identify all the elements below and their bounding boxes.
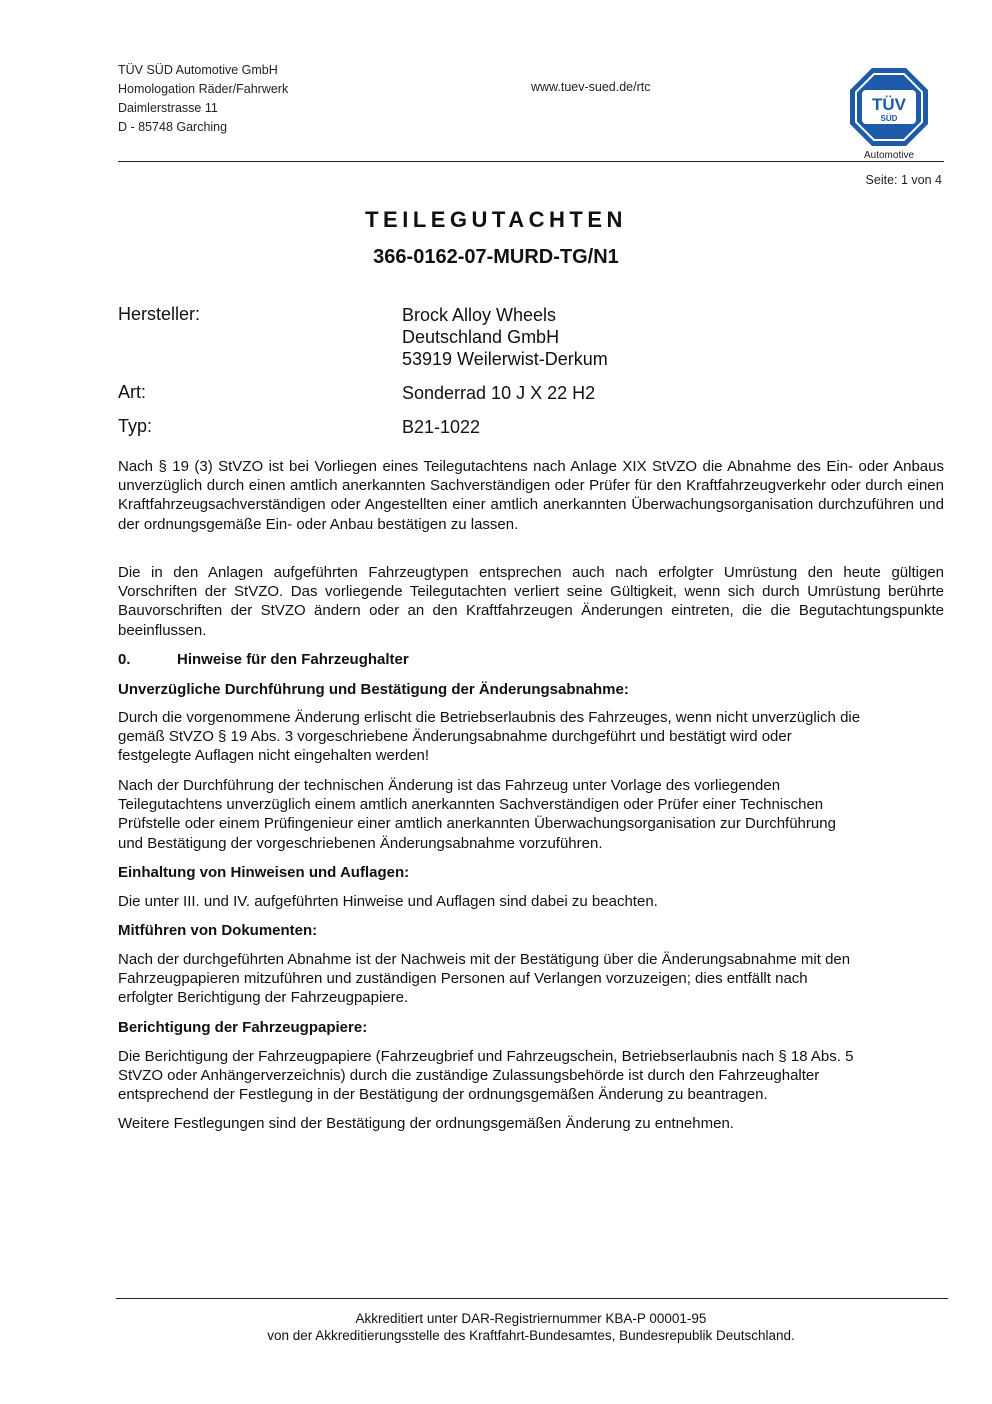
document-number: 366-0162-07-MURD-TG/N1 [373,246,619,268]
text-line: gemäß StVZO § 19 Abs. 3 vorgeschriebene Änderungsabnahme durchgeführt und bestätigt wird oder [118,728,792,746]
text-line: StVZO oder Anhängerverzeichnis) durch die zuständige Zulassungsbehörde ist durch den Fahrzeughalter [118,1067,820,1085]
subheading: Berichtigung der Fahrzeugpapiere: [118,1019,368,1036]
hersteller-value [402,304,608,370]
hersteller-line: 53919 Weilerwist-Derkum [402,349,608,369]
text-line: entsprechend der Festlegung in der Bestätigung der ordnungsgemäßen Änderung zu beantragen. [118,1086,768,1104]
company-name: TÜV SÜD Automotive GmbH [118,63,278,77]
paragraph: Weitere Festlegungen sind der Bestätigung der ordnungsgemäßen Änderung zu entnehmen. [118,1115,734,1132]
text-line: festgelegte Auflagen nicht eingehalten werden! [118,747,430,765]
city: D - 85748 Garching [118,120,228,134]
website-link[interactable]: www.tuev-sued.de/rtc [531,80,651,94]
header-divider [118,161,944,162]
paragraph [118,950,944,1008]
tuv-sud-logo [846,64,932,164]
document-title: TEILEGUTACHTEN [365,207,627,232]
street: Daimlerstrasse 11 [118,101,218,115]
text-line: Nach der durchgeführten Abnahme ist der Nachweis mit der Bestätigung über die Änderungsabnahme mit den [118,951,851,968]
section-heading [118,650,944,669]
intro-paragraph: Die in den Anlagen aufgeführten Fahrzeugtypen entsprechen auch nach erfolgter Umrüstung den heute gültigen Vorschriften der StVZO. Das vorliegende Teilegutachten verliert seine Gültigkeit, wenn sich durch Umrüstung berührte Bauvorschriften der StVZO ändern oder an den Kraftfahrzeugen Änderungen eintreten, die die Begutachtungspunkte beeinflussen. [118,564,944,639]
paragraph: Die unter III. und IV. aufgeführten Hinweise und Auflagen sind dabei zu beachten. [118,893,658,910]
company-address [118,61,288,137]
page-number: Seite: 1 von 4 [865,173,942,187]
logo-caption: Automotive [863,150,915,161]
intro-paragraph: Nach § 19 (3) StVZO ist bei Vorliegen eines Teilegutachtens nach Anlage XIX StVZO die Abnahme des Ein- oder Anbaus unverzüglich durch einen amtlich anerkannten Sachverständigen oder Prüfer für den Kraftfahrzeugverkehr oder durch einen Kraftfahrzeugsachverständigen oder Angestellten einer amtlich anerkannten Überwachungsorganisation durchzuführen und der ordnungsgemäße Ein- oder Anbau bestätigen zu lassen. [118,458,944,533]
logo-text-top: TÜV [872,95,906,114]
logo-text-bottom: SÜD [880,114,898,123]
text-line: Prüfstelle oder einem Prüfingenieur einer amtlich anerkannten Überwachungsorganisation zur Durchführung [118,815,836,833]
paragraph [118,708,944,766]
typ-label: Typ: [118,416,153,436]
art-value: Sonderrad 10 J X 22 H2 [402,383,596,403]
text-line: Durch die vorgenommene Änderung erlischt die Betriebserlaubnis des Fahrzeuges, wenn nicht unverzüglich die [118,709,861,726]
subheading: Mitführen von Dokumenten: [118,922,318,939]
hersteller-line: Brock Alloy Wheels [402,305,557,325]
accreditation-footer [0,1310,992,1344]
hersteller-line: Deutschland GmbH [402,327,560,347]
text-line: Fahrzeugpapieren mitzuführen und zuständigen Personen auf Verlangen vorzuzeigen; dies entfällt nach [118,970,808,988]
typ-value: B21-1022 [402,417,481,437]
art-label: Art: [118,382,147,402]
footer-line: Akkreditiert unter DAR-Registriernummer KBA-P 00001-95 [355,1311,707,1326]
footer-line: von der Akkreditierungsstelle des Kraftfahrt-Bundesamtes, Bundesrepublik Deutschland. [267,1328,795,1343]
subheading: Einhaltung von Hinweisen und Auflagen: [118,864,410,881]
section-number: 0. [118,651,131,668]
text-line: Teilegutachtens unverzüglich einem amtlich anerkannten Sachverständigen oder Prüfer einer Technischen [118,796,824,814]
text-line: erfolgter Berichtigung der Fahrzeugpapiere. [118,989,409,1007]
section-title: Hinweise für den Fahrzeughalter [177,651,409,668]
hersteller-label: Hersteller: [118,304,201,324]
text-line: und Bestätigung der vorgeschriebenen Änderungsabnahme vorzuführen. [118,834,603,852]
footer-divider [116,1298,948,1299]
department: Homologation Räder/Fahrwerk [118,82,289,96]
text-line: Die Berichtigung der Fahrzeugpapiere (Fahrzeugbrief und Fahrzeugschein, Betriebserlaubnis nach § 18 Abs. 5 [118,1048,854,1065]
paragraph [118,1047,944,1105]
subheading: Unverzügliche Durchführung und Bestätigung der Änderungsabnahme: [118,681,629,698]
text-line: Nach der Durchführung der technischen Änderung ist das Fahrzeug unter Vorlage des vorliegenden [118,777,781,794]
paragraph [118,776,944,853]
